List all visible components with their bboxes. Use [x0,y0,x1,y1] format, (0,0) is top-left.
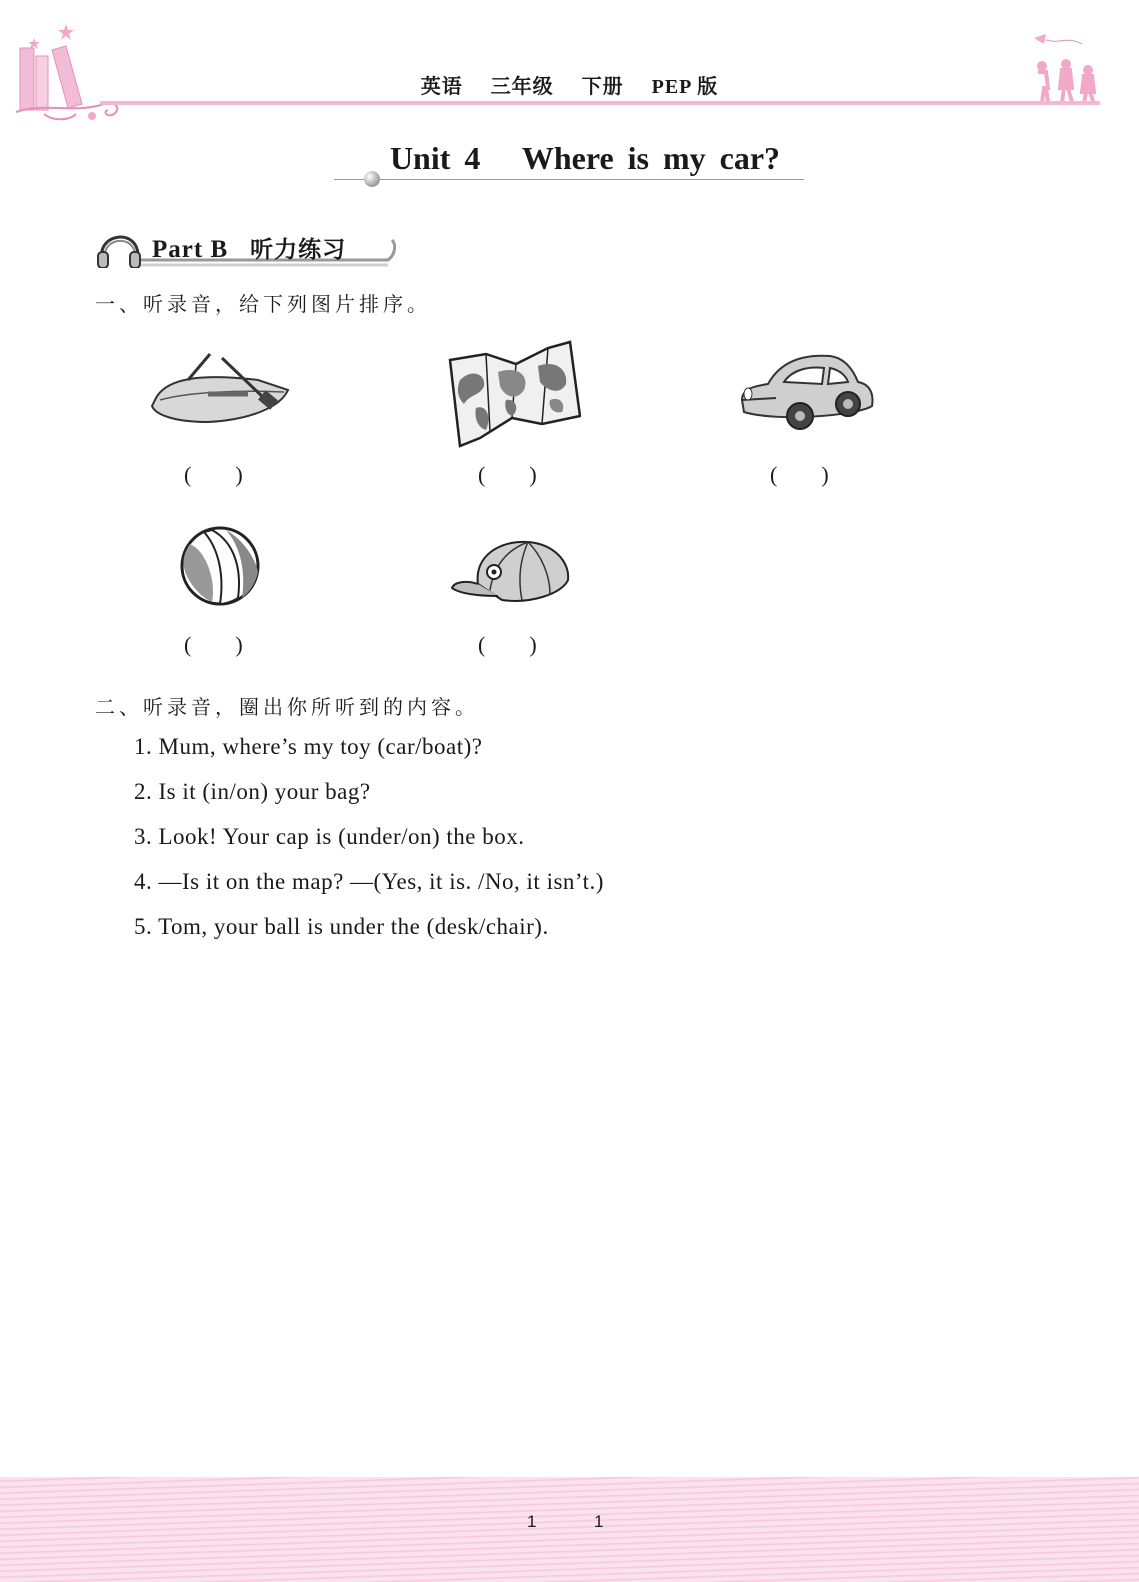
book-volume: 下册 [581,74,624,98]
book-subject: 英语 [420,74,463,98]
map-picture [446,338,581,450]
boat-picture [148,350,293,430]
question-2[interactable]: 2. Is it (in/on) your bag? [134,779,371,804]
title-bullet [364,171,380,187]
question-1[interactable]: 1. Mum, where’s my toy (car/boat)? [134,734,483,759]
answer-box-ball[interactable]: ( ) [184,632,243,657]
cap-picture [450,536,572,606]
title-rule [334,179,804,180]
answer-box-boat[interactable]: ( ) [184,462,243,487]
answer-box-car[interactable]: ( ) [770,462,829,487]
header-rule [100,101,1100,105]
ball-picture [178,524,264,608]
page-number-left: 1 [527,1512,537,1531]
part-label: Part B [152,236,229,263]
part-heading [152,231,346,264]
headphones-icon [98,237,140,268]
section2-heading: 二、听录音，圈出你所听到的内容。 [95,695,479,719]
section1-heading: 一、听录音，给下列图片排序。 [95,292,431,316]
book-grade: 三年级 [490,74,554,98]
question-4[interactable]: 4. —Is it on the map? —(Yes, it is. /No, it isn’t.) [134,869,604,894]
book-edition: PEP 版 [651,76,719,98]
question-5[interactable]: 5. Tom, your ball is under the (desk/chair). [134,914,549,939]
book-info [0,70,1139,99]
car-picture [736,350,876,434]
page-number-right: 1 [594,1512,604,1531]
unit-title: Unit 4 Where is my car? [389,140,781,176]
part-name: 听力练习 [250,237,347,263]
answer-box-map[interactable]: ( ) [478,462,537,487]
footer-band [0,1477,1139,1582]
question-3[interactable]: 3. Look! Your cap is (under/on) the box. [134,824,525,849]
answer-box-cap[interactable]: ( ) [478,632,537,657]
